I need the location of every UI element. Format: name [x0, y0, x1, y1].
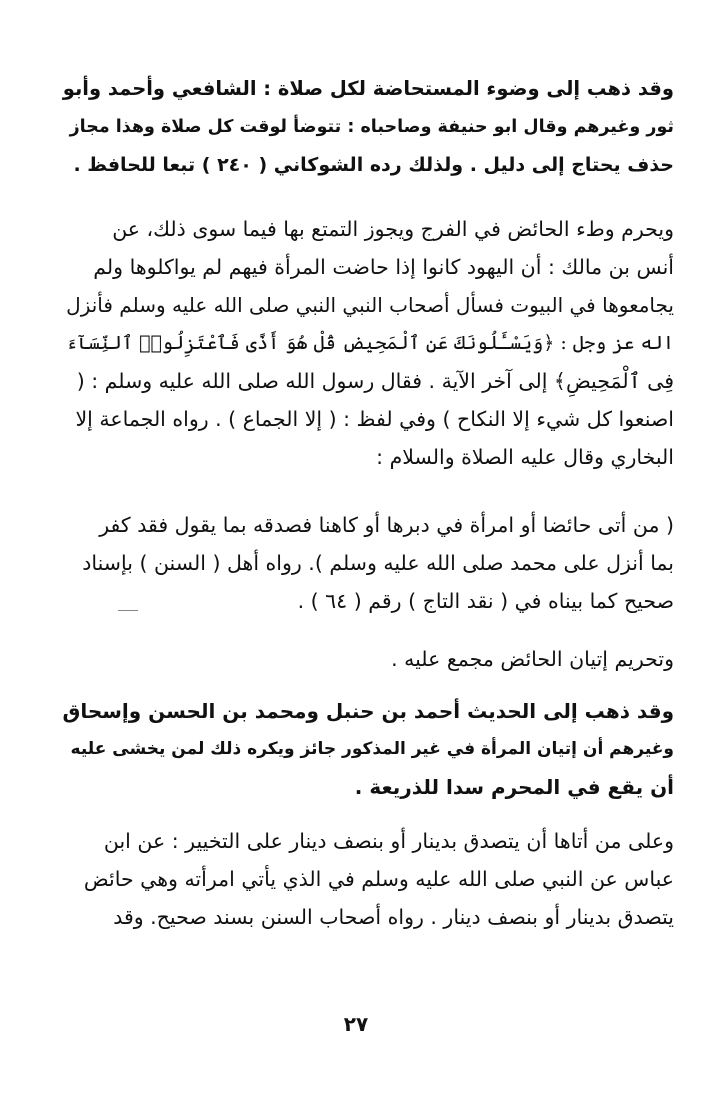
text-line: اصنعوا كل شيء إلا النكاح ) وفي لفظ : ( إلا الجماع ) . رواه الجماعة إلا — [75, 407, 674, 431]
text-line: ( من أتى حائضا أو امرأة في دبرها أو كاهنا فصدقه بما يقول فقد كفر — [99, 513, 674, 537]
text-line: صحيح كما بيناه في ( نقد التاج ) رقم ( ٦٤ ) . — [297, 589, 674, 613]
text-line: بما أنزل على محمد صلى الله عليه وسلم ). رواه أهل ( السنن ) بإسناد — [82, 551, 674, 575]
paragraph-ahmad-opinion — [62, 692, 674, 806]
paragraph-expiation — [62, 822, 674, 936]
text-line: البخاري وقال عليه الصلاة والسلام : — [376, 445, 674, 469]
text-line: وتحريم إتيان الحائض مجمع عليه . — [391, 647, 674, 671]
text-line: وعلى من أتاها أن يتصدق بدينار أو بنصف دينار على التخيير : عن ابن — [103, 829, 674, 853]
text-line: وقد ذهب إلى وضوء المستحاضة لكل صلاة : الشافعي وأحمد وأبو — [62, 77, 674, 100]
paragraph-hadith-quote — [62, 506, 674, 620]
text-line: ثور وغيرهم وقال ابو حنيفة وصاحباه : تتوضأ لوقت كل صلاة وهذا مجاز — [69, 117, 674, 137]
text-line: ويحرم وطء الحائض في الفرج ويجوز التمتع بها فيما سوى ذلك، عن — [112, 217, 674, 241]
faint-dash-mark — [118, 610, 138, 611]
paragraph-consensus — [62, 640, 674, 678]
text-line: فِى ٱلْمَحِيضِ﴾ إلى آخر الآية . فقال رسول الله صلى الله عليه وسلم : ( — [76, 369, 674, 393]
text-line: وغيرهم أن إتيان المرأة في غير المذكور جائز ويكره ذلك لمن يخشى عليه — [70, 739, 674, 759]
quran-verse-line: اله عز وجل : ﴿وَيَسْـَٔلُونَكَ عَنِ ٱلْمَحِيضِ قُلْ هُوَ أَذًى فَٱعْتَزِلُوا۟ ٱلنِّسَآءَ — [66, 332, 674, 354]
text-line: يتصدق بدينار أو بنصف دينار . رواه أصحاب السنن بسند صحيح. وقد — [113, 905, 674, 929]
text-line: أنس بن مالك : أن اليهود كانوا إذا حاضت المرأة فيهم لم يواكلوها ولم — [93, 255, 674, 279]
text-line: وقد ذهب إلى الحديث أحمد بن حنبل ومحمد بن الحسن وإسحاق — [62, 699, 674, 723]
paragraph-mustahada-wudu — [62, 70, 674, 184]
text-line: حذف يحتاج إلى دليل . ولذلك رده الشوكاني ( ٢٤٠ ) تبعا للحافظ . — [73, 154, 674, 176]
text-line: أن يقع في المحرم سدا للذريعة . — [354, 775, 674, 799]
text-line: يجامعوها في البيوت فسأل أصحاب النبي النبي صلى الله عليه وسلم فأنزل — [66, 293, 674, 317]
text-line: عباس عن النبي صلى الله عليه وسلم في الذي يأتي امرأته وهي حائض — [83, 867, 674, 891]
page-number: ٢٧ — [343, 1012, 369, 1036]
paragraph-hayd-prohibition — [62, 210, 674, 476]
